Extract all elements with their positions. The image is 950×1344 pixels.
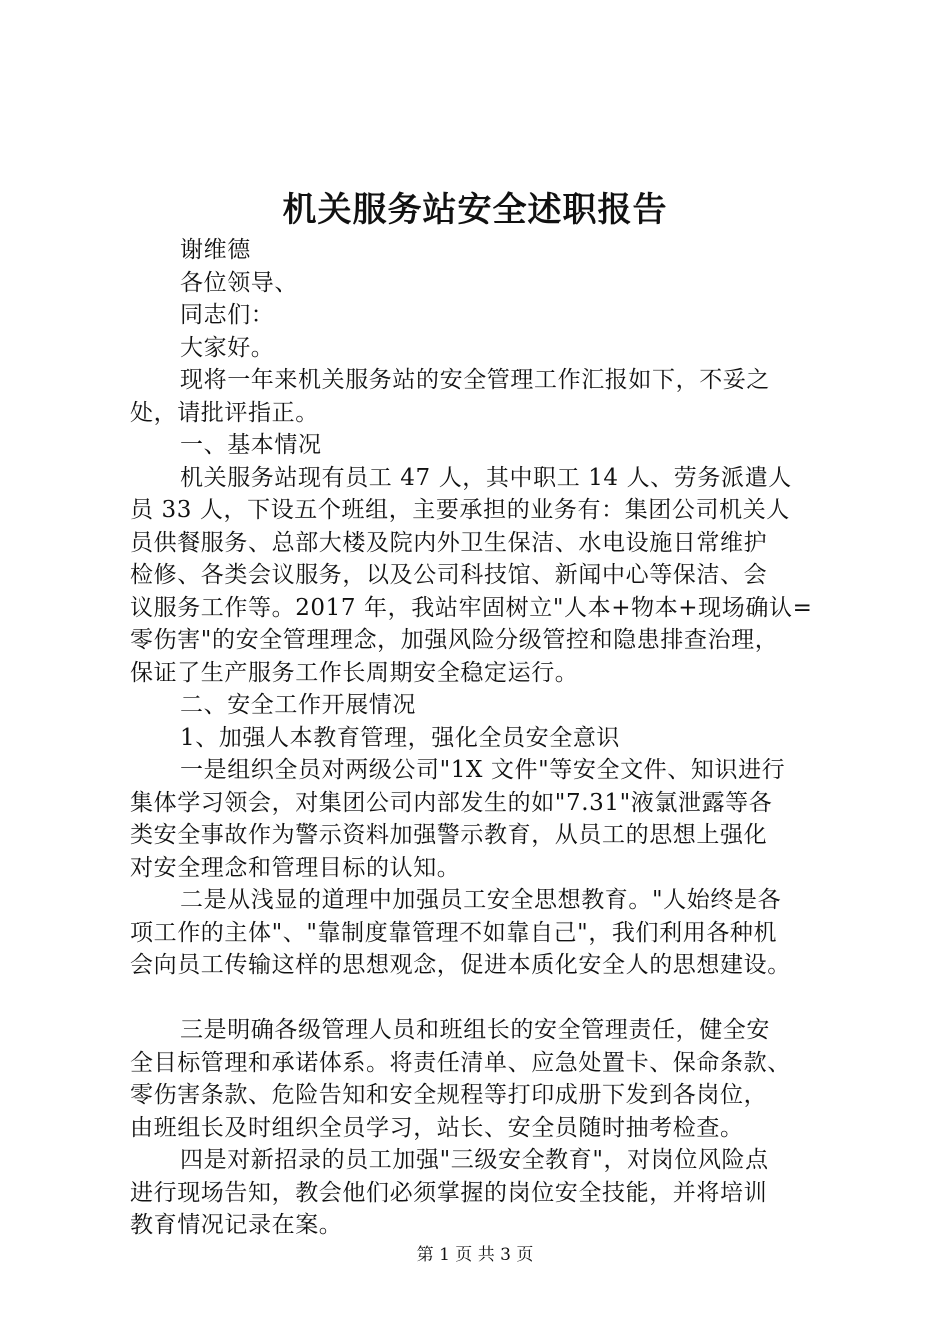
text-line: 类安全事故作为警示资料加强警示教育，从员工的思想上强化 [130,822,768,848]
document-title: 机关服务站安全述职报告 [282,190,668,230]
text-line: 大家好。 [180,334,275,361]
text-line: 会向员工传输这样的思想观念，促进本质化安全人的思想建设。 [130,952,791,978]
document-body [130,234,850,1242]
text-line: 处，请批评指正。 [130,399,319,426]
text-line: 对安全理念和管理目标的认知。 [130,854,461,881]
text-line: 教育情况记录在案。 [130,1212,343,1238]
text-line: 检修、各类会议服务，以及公司科技馆、新闻中心等保洁、会 [130,562,768,588]
text-line: 各位领导、 [180,269,298,296]
text-line: 零伤害"的安全管理理念，加强风险分级管控和隐患排查治理， [130,627,779,653]
text-line: 二是从浅显的道理中加强员工安全思想教育。"人始终是各 [180,887,782,913]
page-footer: 第 1 页 共 3 页 [416,1245,534,1265]
text-line: 议服务工作等。2017 年，我站牢固树立"人本+物本+现场确认= [130,594,813,621]
text-line: 一是组织全员对两级公司"1X 文件"等安全文件、知识进行 [180,757,786,783]
text-line: 员 33 人，下设五个班组，主要承担的业务有：集团公司机关人 [130,497,790,523]
text-line: 进行现场告知，教会他们必须掌握的岗位安全技能，并将培训 [130,1179,768,1206]
blank-line [130,982,850,1015]
text-line: 四是对新招录的员工加强"三级安全教育"，对岗位风险点 [180,1147,769,1173]
text-line: 保证了生产服务工作长周期安全稳定运行。 [130,659,579,686]
text-line: 零伤害条款、危险告知和安全规程等打印成册下发到各岗位， [130,1082,768,1108]
text-line: 二、安全工作开展情况 [180,692,416,718]
text-line: 员供餐服务、总部大楼及院内外卫生保洁、水电设施日常维护 [130,529,768,556]
text-line: 同志们： [180,302,275,328]
text-line: 一、基本情况 [180,432,322,458]
text-line: 机关服务站现有员工 47 人，其中职工 14 人、劳务派遣人 [180,464,792,491]
text-line: 项工作的主体"、"靠制度靠管理不如靠自己"，我们利用各种机 [130,919,778,946]
text-line: 集体学习领会，对集团公司内部发生的如"7.31"液氯泄露等各 [130,789,773,816]
text-line: 三是明确各级管理人员和班组长的安全管理责任，健全安 [180,1017,770,1043]
text-line: 全目标管理和承诺体系。将责任清单、应急处置卡、保命条款、 [130,1049,791,1076]
text-line: 谢维德 [180,237,251,263]
text-line: 1、加强人本教育管理，强化全员安全意识 [180,724,621,751]
text-line: 现将一年来机关服务站的安全管理工作汇报如下，不妥之 [180,367,770,393]
text-line: 由班组长及时组织全员学习，站长、安全员随时抽考检查。 [130,1114,744,1141]
